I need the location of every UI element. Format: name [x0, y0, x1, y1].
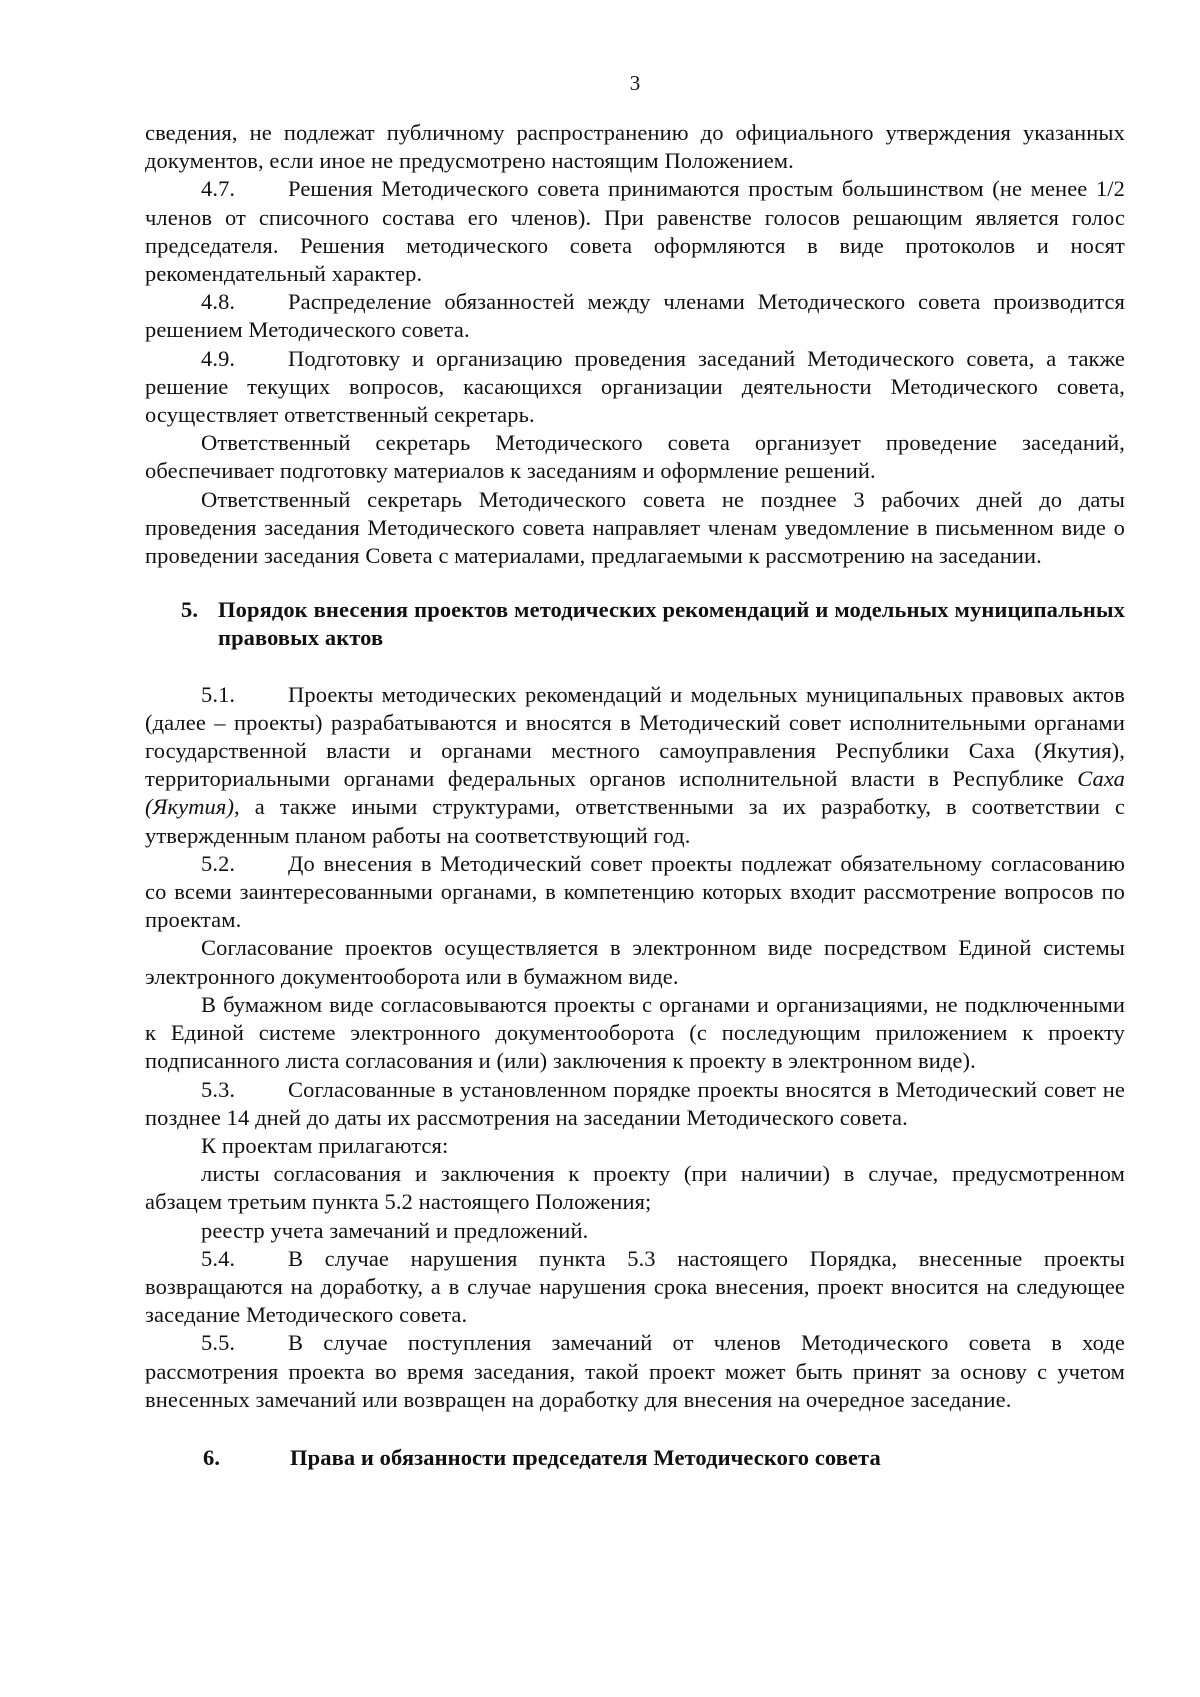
section-title: Порядок внесения проектов методических рекомендаций и модельных муниципальных правовых актов [218, 597, 1125, 651]
paragraph-text: листы согласования и заключения к проекту (при наличии) в случае, предусмотренном абзацем третьим пункта 5.2 настоящего Положения; [145, 1161, 1125, 1215]
paragraph-4-8 [145, 288, 1125, 344]
paragraph-4-9 [145, 345, 1125, 430]
paragraph-number: 5.4. [201, 1245, 236, 1271]
paragraph-text: Ответственный секретарь Методического совета организует проведение заседаний, обеспечивает подготовку материалов к заседаниям и оформление решений. [145, 430, 1125, 484]
paragraph-electronic-approval [145, 934, 1125, 990]
paragraph-text: Решения Методического совета принимаются простым большинством (не менее 1/2 членов от списочного состава его членов). При равенстве голосов решающим является голос председателя. Решения методического совета оформляются в виде протоколов и носят рекомендательный характер. [145, 176, 1125, 287]
paragraph-paper-approval [145, 991, 1125, 1076]
page-number: 3 [629, 71, 641, 95]
spacer [145, 570, 1125, 596]
paragraph-text: Согласование проектов осуществляется в электронном виде посредством Единой системы электронного документооборота или в бумажном виде. [145, 935, 1125, 989]
paragraph-5-1 [145, 681, 1125, 850]
paragraph-number: 5.1. [201, 681, 236, 707]
paragraph-text: Согласованные в установленном порядке проекты вносятся в Методический совет не позднее 14 дней до даты их рассмотрения на заседании Методического совета. [145, 1076, 1125, 1130]
section-5-heading [145, 596, 1125, 652]
paragraph-5-2 [145, 850, 1125, 935]
section-6-heading [145, 1444, 1125, 1472]
paragraph-text: , а также иными структурами, ответственными за их разработку, в соответствии с утвержденным планом работы на соответствующий год. [145, 794, 1125, 848]
paragraph-number: 5.2. [201, 850, 236, 876]
paragraph-5-4 [145, 1245, 1125, 1330]
section-title: Права и обязанности председателя Методического совета [290, 1444, 881, 1470]
section-number: 5. [181, 597, 199, 623]
paragraph-number: 5.5. [201, 1330, 236, 1356]
document-body [145, 119, 1125, 1472]
paragraph-text: Ответственный секретарь Методического совета не позднее 3 рабочих дней до даты проведения заседания Методического совета направляет членам уведомление в письменном виде о проведении заседания Совета с материалами, предлагаемыми к рассмотрению на заседании. [145, 486, 1125, 569]
paragraph-number: 5.3. [201, 1076, 236, 1102]
paragraph-text: сведения, не подлежат публичному распространению до официального утверждения указанных документов, если иное не предусмотрено настоящим Положением. [145, 120, 1125, 174]
paragraph-secretary-notice [145, 486, 1125, 571]
paragraph-secretary-duties [145, 429, 1125, 485]
paragraph-italic-text: Саха (Якутия) [145, 766, 1125, 820]
paragraph-text: Проекты методических рекомендаций и модельных муниципальных правовых актов (далее – проекты) разрабатываются и вносятся в Методический совет исполнительными органами государственной власти и органами местного самоуправления Республики Саха (Якутия), территориальными органами федеральных органов исполнительной власти в Республике [145, 681, 1125, 792]
paragraph-text: До внесения в Методический совет проекты подлежат обязательному согласованию со всеми заинтересованными органами, в компетенцию которых входит рассмотрение вопросов по проектам. [145, 850, 1125, 933]
spacer [145, 653, 1125, 681]
paragraph-text: В случае нарушения пункта 5.3 настоящего Порядка, внесенные проекты возвращаются на доработку, а в случае нарушения срока внесения, проект вносится на следующее заседание Методического совета. [145, 1245, 1125, 1328]
paragraph-number: 4.7. [201, 176, 236, 202]
paragraph-number: 4.8. [201, 289, 236, 315]
paragraph-text: В бумажном виде согласовываются проекты с органами и организациями, не подключенными к Единой системе электронного документооборота (с последующим приложением к проекту подписанного листа согласования и (или) заключения к проекту в электронном виде). [145, 991, 1125, 1074]
paragraph-4-7 [145, 175, 1125, 288]
paragraph-text: Распределение обязанностей между членами Методического совета производится решением Методического совета. [145, 289, 1125, 343]
section-number: 6. [203, 1444, 221, 1470]
spacer [145, 1414, 1125, 1444]
paragraph-text: реестр учета замечаний и предложений. [201, 1217, 589, 1243]
paragraph-text: Подготовку и организацию проведения заседаний Методического совета, а также решение текущих вопросов, касающихся организации деятельности Методического совета, осуществляет ответственный секретарь. [145, 345, 1125, 428]
paragraph-attachments-intro [145, 1132, 1125, 1160]
list-item [145, 1160, 1125, 1216]
paragraph-continuation [145, 119, 1125, 175]
paragraph-text: В случае поступления замечаний от членов Методического совета в ходе рассмотрения проекта во время заседания, такой проект может быть принят за основу с учетом внесенных замечаний или возвращен на доработку для внесения на очередное заседание. [145, 1330, 1125, 1412]
paragraph-5-5 [145, 1329, 1125, 1414]
list-item [145, 1217, 1125, 1245]
paragraph-text: К проектам прилагаются: [201, 1132, 449, 1158]
paragraph-5-3 [145, 1076, 1125, 1132]
paragraph-number: 4.9. [201, 345, 236, 371]
